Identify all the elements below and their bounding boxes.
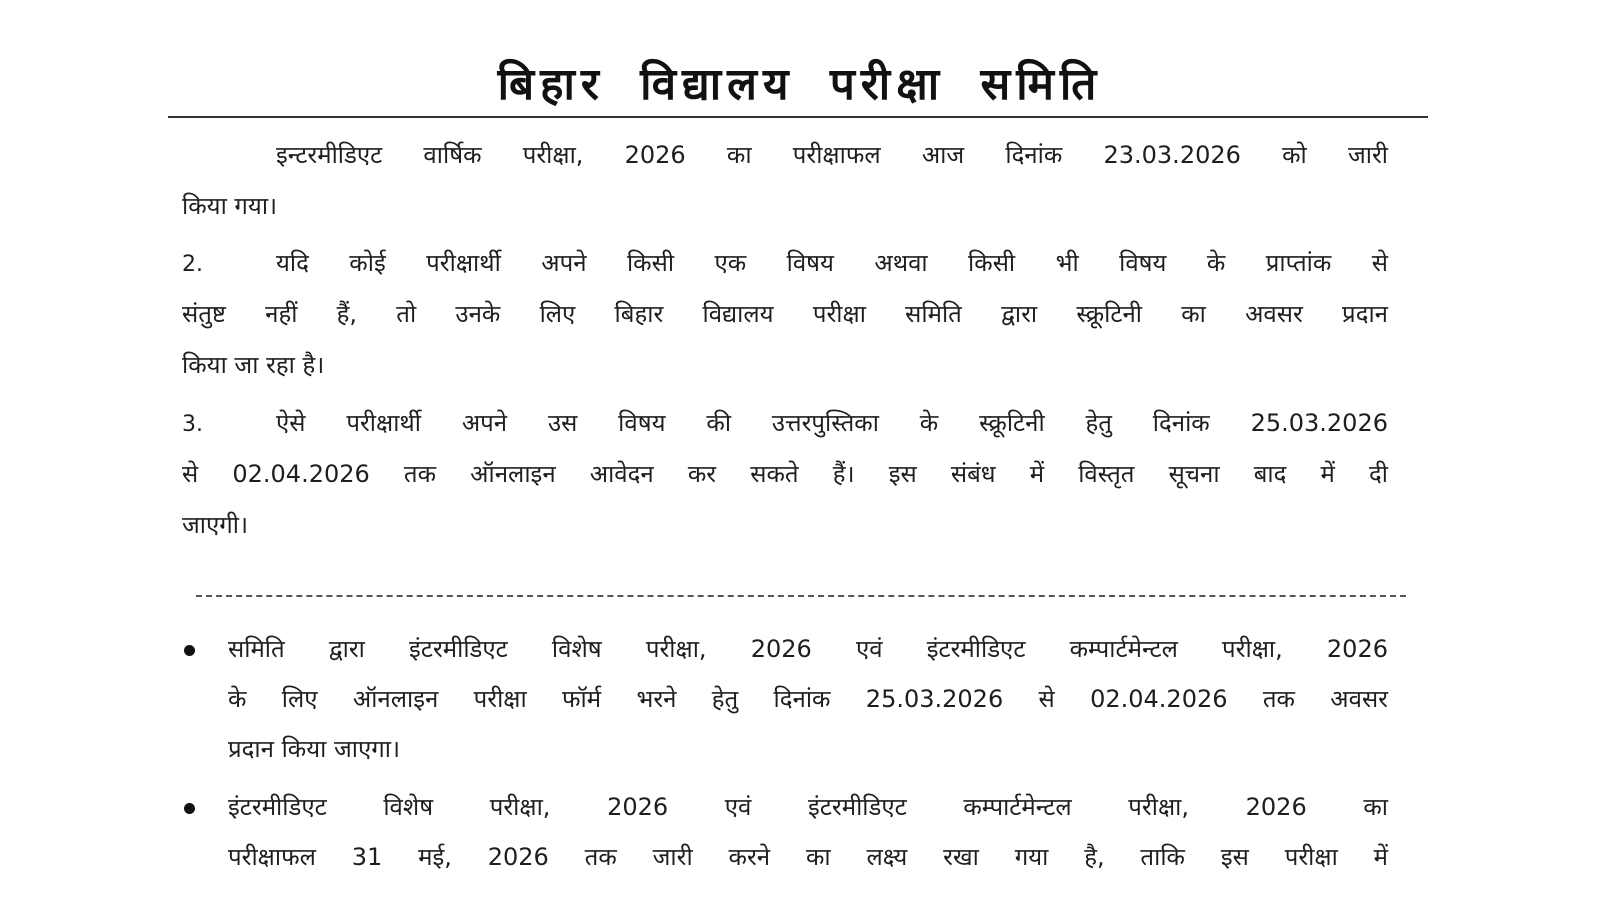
paragraph-line: इन्टरमीडिएट वार्षिक परीक्षा, 2026 का परीक्षाफल आज दिनांक 23.03.2026 को जारी (276, 141, 1388, 169)
bullet-line: प्रदान किया जाएगा। (228, 735, 401, 763)
dashed-section-divider (196, 595, 1406, 597)
bullet-line: के लिए ऑनलाइन परीक्षा फॉर्म भरने हेतु दिनांक 25.03.2026 से 02.04.2026 तक अवसर (228, 685, 1388, 713)
title-underline-divider (168, 116, 1428, 118)
paragraph-line: ऐसे परीक्षार्थी अपने उस विषय की उत्तरपुस्तिका के स्क्रूटिनी हेतु दिनांक 25.03.2026 (276, 409, 1388, 437)
bullet-dot-icon (184, 803, 195, 814)
bullet-line: परीक्षाफल 31 मई, 2026 तक जारी करने का लक्ष्य रखा गया है, ताकि इस परीक्षा में (228, 843, 1388, 871)
paragraph-line: जाएगी। (182, 511, 249, 539)
bullet-line: समिति द्वारा इंटरमीडिएट विशेष परीक्षा, 2026 एवं इंटरमीडिएट कम्पार्टमेन्टल परीक्षा, 2026 (228, 635, 1388, 663)
paragraph-number: 2. (182, 252, 203, 277)
paragraph-line: संतुष्ट नहीं हैं, तो उनके लिए बिहार विद्यालय परीक्षा समिति द्वारा स्क्रूटिनी का अवसर प्रदान (182, 300, 1388, 328)
paragraph-number: 3. (182, 412, 203, 437)
bullet-line: इंटरमीडिएट विशेष परीक्षा, 2026 एवं इंटरमीडिएट कम्पार्टमेन्टल परीक्षा, 2026 का (228, 793, 1388, 821)
paragraph-line: से 02.04.2026 तक ऑनलाइन आवेदन कर सकते हैं। इस संबंध में विस्तृत सूचना बाद में दी (182, 460, 1388, 488)
page-title: बिहार विद्यालय परीक्षा समिति (497, 59, 1103, 110)
paragraph-line: किया गया। (182, 192, 278, 220)
bullet-dot-icon (184, 645, 195, 656)
paragraph-line: यदि कोई परीक्षार्थी अपने किसी एक विषय अथवा किसी भी विषय के प्राप्तांक से (276, 249, 1388, 277)
paragraph-line: किया जा रहा है। (182, 351, 325, 379)
